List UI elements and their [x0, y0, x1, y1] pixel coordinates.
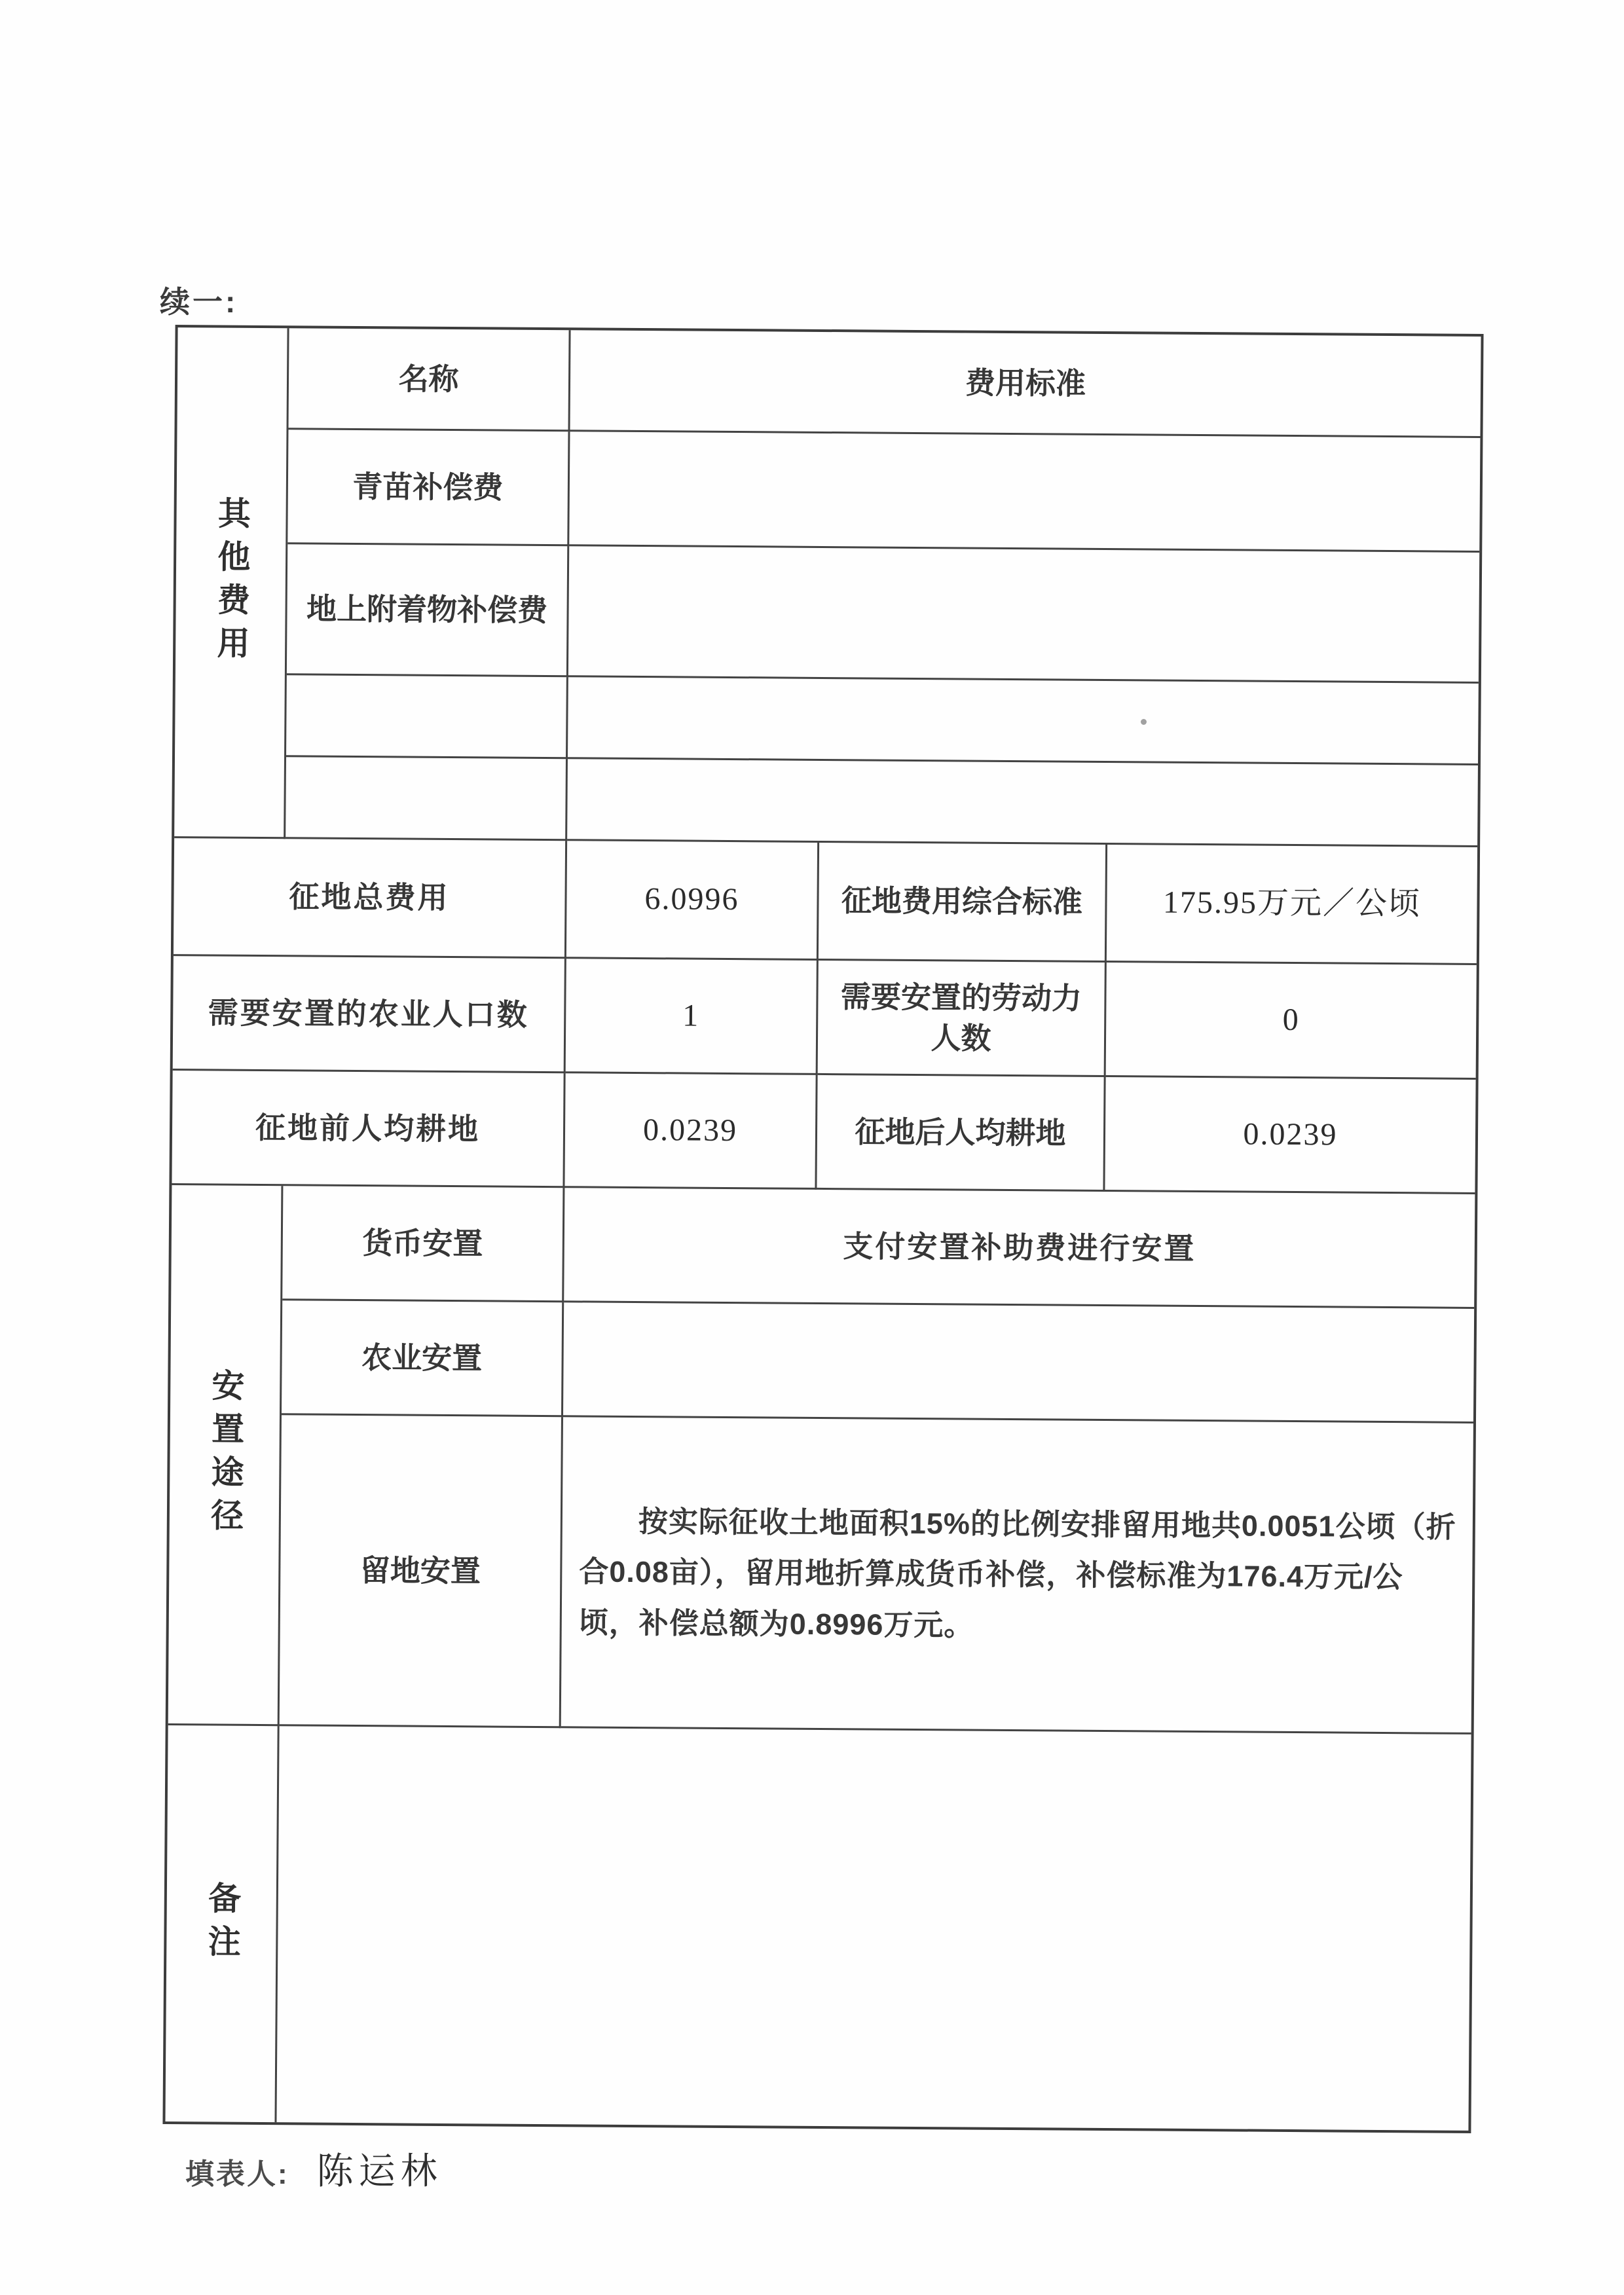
header-name: 名称	[289, 328, 571, 431]
fee-value-empty-1	[568, 677, 1479, 765]
value-per-capita-farmland-after: 0.0239	[1105, 1077, 1475, 1194]
resettlement-value-agricultural	[563, 1302, 1474, 1423]
form-filler-row	[185, 2142, 443, 2195]
resettlement-name-monetary: 货币安置	[282, 1186, 564, 1302]
continuation-label: 续一:	[160, 285, 238, 319]
fee-value-empty-2	[567, 759, 1478, 847]
label-labor-force: 需要安置的劳动力人数	[818, 961, 1107, 1077]
remarks-value	[276, 1726, 1471, 2131]
label-per-capita-farmland-before: 征地前人均耕地	[172, 1071, 565, 1188]
resettlement-name-agricultural: 农业安置	[282, 1300, 564, 1417]
value-total-acquisition-cost: 6.0996	[566, 841, 819, 961]
value-comprehensive-standard: 175.95万元／公顷	[1107, 845, 1477, 965]
label-total-acquisition-cost: 征地总费用	[174, 838, 567, 959]
fee-name-empty-1	[286, 675, 568, 759]
resettlement-value-reserved-land	[561, 1417, 1473, 1735]
fee-name-ground-attachments: 地上附着物补偿费	[287, 544, 569, 677]
value-agricultural-population: 1	[566, 959, 819, 1075]
fee-name-seedling-compensation: 青苗补偿费	[287, 430, 570, 546]
land-acquisition-table	[162, 325, 1483, 2133]
resettlement-name-reserved-land: 留地安置	[280, 1415, 563, 1728]
form-filler-name: 陈运林	[316, 2152, 443, 2192]
label-agricultural-population: 需要安置的农业人口数	[173, 956, 566, 1073]
label-per-capita-farmland-after: 征地后人均耕地	[817, 1075, 1105, 1192]
label-comprehensive-standard: 征地费用综合标准	[819, 843, 1107, 963]
reserved-land-paragraph: 按实际征收土地面积15%的比例安排留用地共0.0051公顷（折合0.08亩），留用地折算成货币补偿，补偿标准为176.4万元/公顷，补偿总额为0.8996万元。	[578, 1504, 1456, 1642]
value-per-capita-farmland-before: 0.0239	[564, 1073, 817, 1190]
section-label-resettlement-methods: 安置途径	[168, 1185, 284, 1726]
fee-name-empty-2	[286, 757, 568, 841]
fee-value-seedling-compensation	[569, 431, 1480, 553]
fee-value-ground-attachments	[568, 546, 1479, 684]
resettlement-value-monetary: 支付安置补助费进行安置	[564, 1188, 1475, 1309]
value-labor-force: 0	[1106, 963, 1477, 1080]
form-filler-label: 填表人:	[185, 2158, 289, 2190]
section-label-other-fees: 其他费用	[174, 327, 289, 839]
header-fee-standard: 费用标准	[570, 330, 1481, 438]
scan-speck	[1141, 719, 1147, 725]
section-label-remarks: 备注	[165, 1725, 279, 2122]
